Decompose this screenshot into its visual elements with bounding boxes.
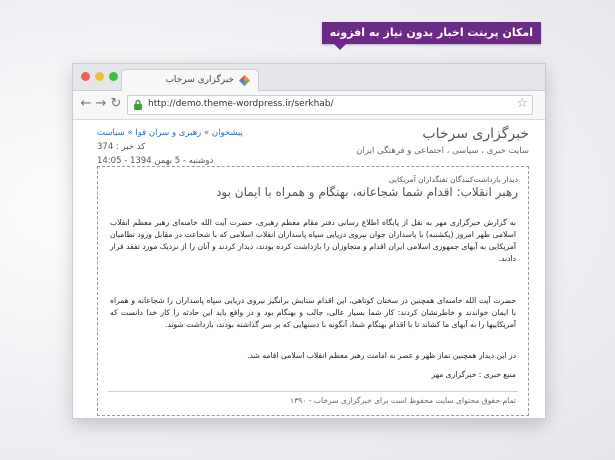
browser-window <box>72 63 546 419</box>
site-name: خبرگزاری سرخاب <box>422 126 529 142</box>
footer-divider <box>108 391 518 392</box>
bookmark-star-icon[interactable]: ☆ <box>516 96 528 111</box>
site-tagline: سایت خبری ، سیاسی ، اجتماعی و فرهنگی ایران <box>356 146 529 156</box>
url-text: http://demo.theme-wordpress.ir/serkhab/ <box>148 99 334 109</box>
breadcrumb[interactable]: پیشخوان » رهبری و سران قوا » سیاست <box>97 128 243 138</box>
article-paragraph: حضرت آیت الله خامنه‌ای همچنین در سخنان کوتاهی، این اقدام ستایش برانگیز نیروی دریایی سپاه پاسداران را شجاعانه و همراه با ایمان خواندند و خاطرنشان کردند: کار شما بسیار عالی، جالب و بهنگام بود و در واقع باید این حادثه را کار خدا دانست که آمریکاییها را به آبهای ما کشاند تا با اقدام بهنگام شما، آنگونه با دستهایی که بر سر گذاشته بودند، بازداشت شوند. <box>110 296 516 329</box>
reload-icon[interactable]: ↻ <box>110 96 122 111</box>
browser-tab[interactable] <box>121 69 259 91</box>
article-overtitle: دیدار بازداشت‌کنندگان تفنگداران آمریکایی <box>388 175 518 184</box>
minimize-window-button[interactable] <box>95 72 104 81</box>
tab-title: خبرگزاری سرخاب <box>165 75 234 85</box>
back-arrow-icon[interactable]: ← <box>80 96 92 111</box>
browser-titlebar <box>73 64 545 91</box>
address-bar[interactable] <box>127 95 533 115</box>
lock-icon <box>132 99 144 111</box>
news-date: دوشنبه - 5 بهمن 1394 - 14:05 <box>97 156 214 166</box>
copyright-text: تمام حقوق محتوای سایت محفوظ است برای خبرگزاری سرخاب - ۱۳۹۰ <box>289 396 516 405</box>
article-paragraph: به گزارش خبرگزاری مهر به نقل از پایگاه اطلاع رسانی دفتر مقام معظم رهبری، حضرت آیت الله خامنه‌ای رهبر معظم انقلاب اسلامی ظهر امروز (یکشنبه) با پاسداران جوان نیروی دریایی سپاه پاسداران انقلاب اسلامی که با شجاعت در مقابل ورود نظامیان آمریکایی به آبهای جمهوری اسلامی ایران اقدام و متجاوزان را بازداشت کرده بودند، دیدار کردند و آنان را از نزدیک مورد تفقد قرار دادند. <box>110 218 516 263</box>
article-headline: رهبر انقلاب: اقدام شما شجاعانه، بهنگام و همراه با ایمان بود <box>216 185 518 199</box>
page-content <box>73 120 545 419</box>
window-controls <box>81 72 118 81</box>
site-favicon-icon <box>239 75 250 86</box>
news-code: کد خبر : 374 <box>97 142 146 152</box>
browser-toolbar <box>73 91 545 120</box>
close-window-button[interactable] <box>81 72 90 81</box>
forward-arrow-icon[interactable]: → <box>95 96 107 111</box>
promo-banner: امکان پرینت اخبار بدون نیاز به افزونه <box>322 22 541 44</box>
article-paragraph: در این دیدار همچنین نماز ظهر و عصر به امامت رهبر معظم انقلاب اسلامی اقامه شد. <box>247 351 516 360</box>
article-source: منبع خبری : خبرگزاری مهر <box>431 370 516 379</box>
maximize-window-button[interactable] <box>109 72 118 81</box>
article-box <box>97 166 529 416</box>
